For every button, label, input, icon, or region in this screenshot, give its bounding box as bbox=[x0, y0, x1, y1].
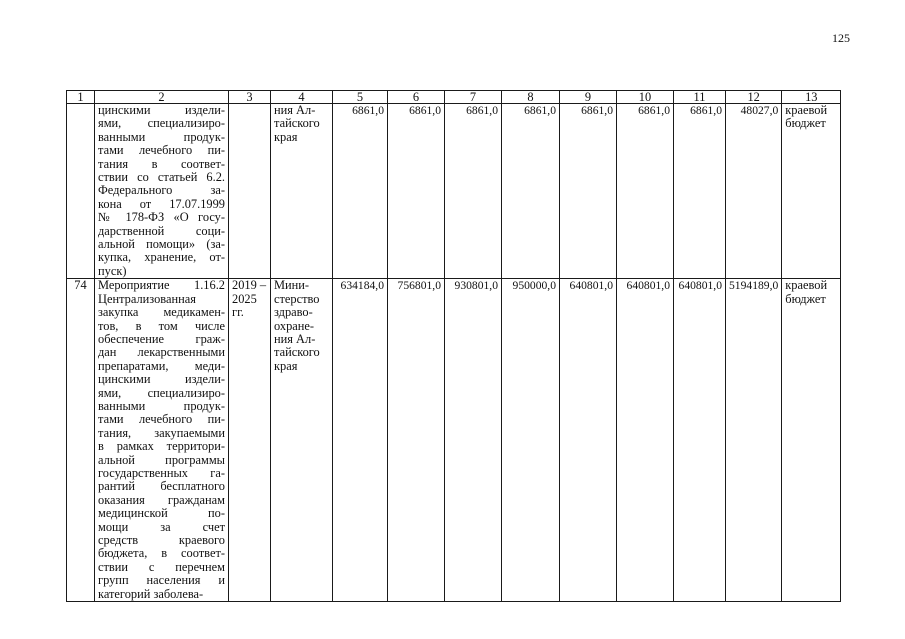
value-cell: 6861,0 bbox=[617, 104, 674, 279]
name-line: альной программы bbox=[98, 452, 225, 467]
table-body bbox=[67, 104, 841, 602]
name-line: обеспечение граж- bbox=[98, 331, 225, 346]
header-row bbox=[67, 91, 841, 104]
name-cell bbox=[95, 279, 229, 602]
period-line: 2019 – bbox=[232, 278, 267, 293]
name-line: бюджета, в соответ- bbox=[98, 546, 225, 561]
table-row bbox=[67, 104, 841, 279]
name-line: Централизованная bbox=[98, 291, 196, 306]
executor-cell bbox=[271, 279, 333, 602]
period-cell bbox=[229, 104, 271, 279]
value-cell: 640801,0 bbox=[560, 279, 617, 602]
value-cell: 950000,0 bbox=[502, 279, 560, 602]
name-line: мощи за счет bbox=[98, 519, 225, 534]
name-line: тания в соответ- bbox=[98, 156, 225, 171]
source-cell bbox=[782, 279, 841, 602]
name-line: государственных га- bbox=[98, 465, 225, 480]
column-header-7: 7 bbox=[445, 91, 502, 104]
name-line: групп населения и bbox=[98, 573, 225, 588]
executor-line: края bbox=[274, 129, 298, 144]
page-number: 125 bbox=[832, 31, 850, 45]
source-line: краевой bbox=[785, 278, 828, 293]
source-cell bbox=[782, 104, 841, 279]
name-line: Федерального за- bbox=[98, 183, 225, 198]
value-cell: 6861,0 bbox=[502, 104, 560, 279]
name-line: Мероприятие 1.16.2 bbox=[98, 278, 225, 293]
value-cell: 756801,0 bbox=[388, 279, 445, 602]
executor-line: Мини- bbox=[274, 278, 310, 293]
column-header-1: 1 bbox=[67, 91, 95, 104]
value-cell: 6861,0 bbox=[333, 104, 388, 279]
column-header-13: 13 bbox=[782, 91, 841, 104]
name-line: № 178-ФЗ «О госу- bbox=[98, 210, 225, 225]
value-cell: 6861,0 bbox=[388, 104, 445, 279]
name-line: дан лекарственными bbox=[98, 345, 225, 360]
name-line: купка, хранение, от- bbox=[98, 250, 225, 265]
name-line: тов, в том числе bbox=[98, 318, 225, 333]
name-line: категорий заболева- bbox=[98, 586, 204, 601]
executor-line: ния Ал- bbox=[274, 331, 316, 346]
column-header-5: 5 bbox=[333, 91, 388, 104]
column-header-10: 10 bbox=[617, 91, 674, 104]
column-header-9: 9 bbox=[560, 91, 617, 104]
name-line: средств краевого bbox=[98, 533, 225, 547]
name-line: оказания гражданам bbox=[98, 492, 225, 507]
period-line: гг. bbox=[232, 305, 244, 320]
column-header-12: 12 bbox=[726, 91, 782, 104]
source-line: бюджет bbox=[785, 291, 826, 306]
name-line: ями, специализиро- bbox=[98, 116, 225, 131]
column-header-2: 2 bbox=[95, 91, 229, 104]
name-line: медицинской по- bbox=[98, 506, 225, 521]
name-line: ванными продук- bbox=[98, 398, 225, 413]
name-line: тами лечебного пи- bbox=[98, 412, 225, 427]
name-line: дарственной соци- bbox=[98, 223, 225, 238]
name-line: цинскими издели- bbox=[98, 372, 225, 387]
value-cell: 6861,0 bbox=[445, 104, 502, 279]
value-cell: 640801,0 bbox=[617, 279, 674, 602]
name-line: тами лечебного пи- bbox=[98, 143, 225, 158]
value-cell: 48027,0 bbox=[726, 104, 782, 279]
value-cell: 6861,0 bbox=[674, 104, 726, 279]
value-cell: 930801,0 bbox=[445, 279, 502, 602]
name-line: альной помощи» (за- bbox=[98, 237, 225, 252]
executor-line: стерство bbox=[274, 291, 320, 306]
name-line: рантий бесплатного bbox=[98, 479, 225, 494]
name-line: цинскими издели- bbox=[98, 103, 225, 117]
executor-cell bbox=[271, 104, 333, 279]
period-cell bbox=[229, 279, 271, 602]
row-number-cell: 74 bbox=[67, 279, 95, 602]
name-line: пуск) bbox=[98, 263, 127, 278]
value-cell: 6861,0 bbox=[560, 104, 617, 279]
column-header-8: 8 bbox=[502, 91, 560, 104]
period-line: 2025 bbox=[232, 291, 257, 306]
row-number-cell bbox=[67, 104, 95, 279]
column-header-3: 3 bbox=[229, 91, 271, 104]
executor-line: ния Ал- bbox=[274, 103, 316, 117]
name-line: тания, закупаемыми bbox=[98, 425, 225, 440]
name-line: в рамках территори- bbox=[98, 439, 225, 454]
column-header-4: 4 bbox=[271, 91, 333, 104]
table-row bbox=[67, 279, 841, 602]
name-cell bbox=[95, 104, 229, 279]
name-line: ями, специализиро- bbox=[98, 385, 225, 400]
executor-line: тайского bbox=[274, 116, 320, 131]
name-line: препаратами, меди- bbox=[98, 358, 225, 373]
executor-line: тайского bbox=[274, 345, 320, 360]
name-line: ванными продук- bbox=[98, 129, 225, 144]
column-header-6: 6 bbox=[388, 91, 445, 104]
name-line: ствии с перечнем bbox=[98, 559, 225, 574]
source-line: бюджет bbox=[785, 116, 826, 131]
executor-line: охране- bbox=[274, 318, 315, 333]
name-line: закупка медикамен- bbox=[98, 305, 225, 320]
name-line: кона от 17.07.1999 bbox=[98, 196, 225, 211]
column-header-11: 11 bbox=[674, 91, 726, 104]
budget-table bbox=[66, 90, 841, 602]
executor-line: здраво- bbox=[274, 305, 313, 320]
value-cell: 5194189,0 bbox=[726, 279, 782, 602]
value-cell: 640801,0 bbox=[674, 279, 726, 602]
value-cell: 634184,0 bbox=[333, 279, 388, 602]
executor-line: края bbox=[274, 358, 298, 373]
name-line: ствии со статьей 6.2. bbox=[98, 170, 225, 185]
source-line: краевой bbox=[785, 103, 828, 117]
